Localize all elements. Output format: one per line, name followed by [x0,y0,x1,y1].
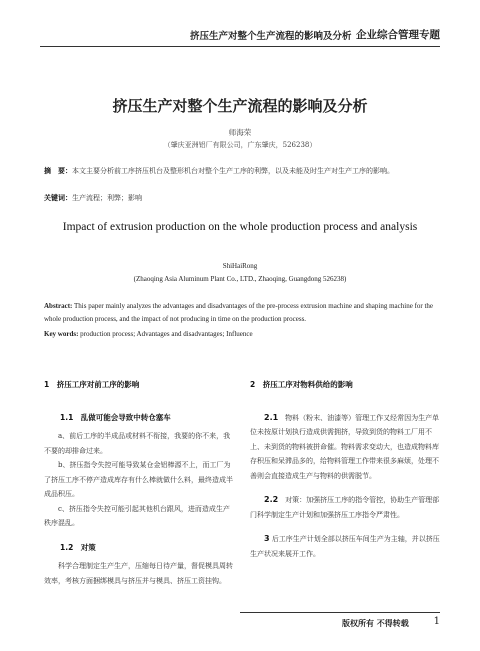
abstract-chinese-text: 本文主要分析前工序挤压机台及整形机台对整个生产工序的利弊，以及未能及时生产对生产工序的影响。 [72,167,394,175]
paragraph-2-2-text: 对策：加强挤压工序的指令管控，协助生产管理部门科学制定生产计划和加强挤压工序指令严肃性。 [250,496,440,519]
keywords-english-text: production process; Advantages and disadvantages; Influence [80,330,253,338]
paragraph-2-2-number: 2.2 [264,495,279,504]
abstract-english-label: Abstract: [44,302,73,310]
abstract-chinese-label: 摘 要： [44,167,72,175]
paragraph-3-text: 后工序生产计划全部以挤压车间生产为主轴，并以挤压生产状况来展开工作。 [250,535,440,558]
paragraph-2-1-number: 2.1 [264,412,279,422]
abstract-english [44,300,436,325]
right-column [250,378,440,561]
affiliation-chinese: （肇庆亚洲铝厂有限公司，广东肇庆，526238） [163,141,317,149]
paragraph-c: c、挤压指令失控可能引起其他机台跟风，进而造成生产秩序混乱。 [44,504,230,527]
section-1-heading: 1 挤压工序对前工序的影响 [44,380,140,389]
paragraph-3-number: 3 [264,534,270,543]
header-article-title: 挤压生产对整个生产流程的影响及分析 [190,31,352,42]
page-number: 1 [433,616,440,627]
keywords-english-label: Key words: [44,330,79,338]
header-column-title: 企业综合管理专题 [356,29,440,41]
left-column [44,378,234,588]
affiliation-english: (Zhaoqing Asia Aluminum Plant Co., LTD., Zhaoqing, Guangdong 526238) [133,275,347,283]
abstract-english-text: This paper mainly analyzes the advantages and disadvantages of the pre-process extrusion machine and shaping machine for the whole production process, and the impact of not producing in time on the production process. [44,302,434,323]
abstract-chinese [44,165,436,178]
paragraph-countermeasure: 科学合理制定生产生产，压缩每日待产量，督促模具周转效率，考核方面捆绑模具与挤压并与模具、挤压工资挂钩。 [44,562,233,585]
paragraph-3 [250,532,440,561]
keywords-chinese-text: 生产流程；利弊；影响 [72,194,142,202]
page-footer [240,612,440,633]
copyright-notice: 版权所有 不得转载 [342,618,409,628]
keywords-chinese-label: 关键词： [44,194,72,202]
author-english: ShiHaiRong [222,262,258,270]
paragraph-b: b、挤压指令失控可能导致某仓金铝棒源不上，而工厂为了挤压工序不停产造成库存有什么棒就做什么料，最终造成半成品积压。 [44,461,233,498]
paragraph-2-1 [250,411,440,484]
section-2-heading: 2 挤压工序对物料供给的影响 [250,380,353,389]
paragraph-a: a、前后工序的半成品或材料不衔接，我要的你不来，我不要的却排命过来。 [44,432,231,455]
subsection-1-1-heading: 1.1 乱做可能会导致中转仓塞车 [60,412,171,422]
keywords-chinese [44,193,436,203]
keywords-english [44,330,436,338]
title-english: Impact of extrusion production on the whole production process and analysis [62,221,418,233]
paragraph-2-1-text: 物料（粉末、油漆等）管理工作又经常因为生产单位未按原计划执行造成供需拥挤，导致到货的物料工厂用不上、未到货的物料被拼命催。物料需求变动大，也造成物料库存积压和呆滞品多的，给物料管理工作带来很多麻烦，处理不善则会直接造成生产与物料的供需脱节。 [250,413,440,480]
paragraph-2-2 [250,493,440,522]
title-chinese: 挤压生产对整个生产流程的影响及分析 [112,97,368,115]
running-header [40,22,440,47]
subsection-1-2-heading: 1.2 对策 [60,542,96,552]
author-chinese: 师海荣 [228,128,252,137]
